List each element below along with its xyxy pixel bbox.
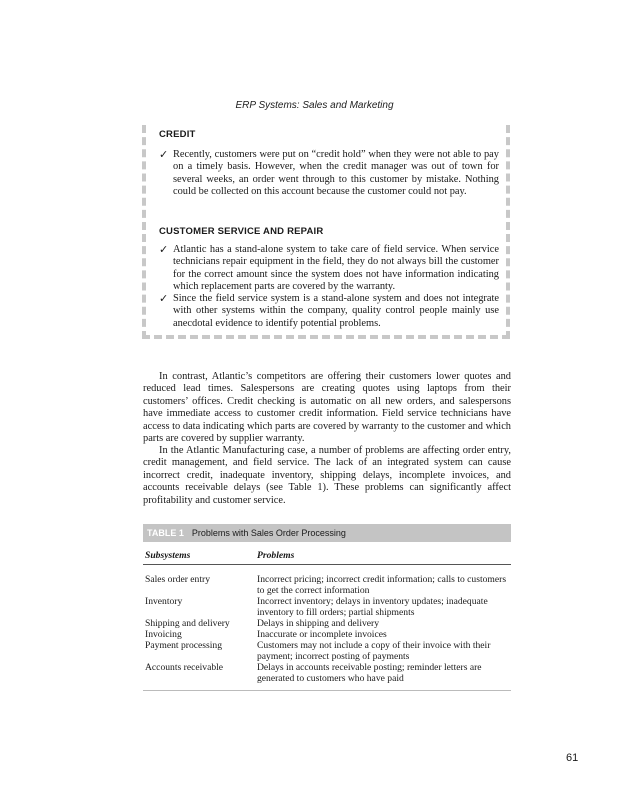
subsystem-cell: Shipping and delivery — [145, 618, 230, 629]
table-row — [143, 662, 511, 691]
subsystem-cell: Invoicing — [145, 629, 182, 640]
problem-cell: Delays in accounts receivable posting; reminder letters are generated to customers who have paid — [257, 662, 511, 691]
case-sidebar-box — [142, 125, 510, 339]
subsystem-cell: Sales order entry — [145, 574, 211, 585]
body-paragraph: In the Atlantic Manufacturing case, a number of problems are affecting order entry, credit management, and field service. The lack of an integrated system can cause incorrect credit, inadequate inventory, shipping delays, incomplete invoices, and accounts receivable delays (see Table 1). These problems can significantly affect profitability and customer service. — [143, 445, 511, 506]
bullet-text: Since the field service system is a stand-alone system and does not integrate with other systems within the company, quality control people mainly use anecdotal evidence to identify potential problems. — [173, 293, 499, 329]
problem-cell: Customers may not include a copy of their invoice with their payment; incorrect posting of payments — [257, 640, 491, 662]
checkmark-icon: ✓ — [159, 148, 169, 161]
table-row — [143, 565, 511, 597]
problem-cell: Incorrect inventory; delays in inventory updates; inadequate inventory to fill orders; partial shipments — [257, 596, 488, 618]
bullet-text: Atlantic has a stand-alone system to take care of field service. When service technicians repair equipment in the field, they do not always bill the customer for the correct amount since the system does not have information indicating which replacement parts are covered by the warranty. — [173, 244, 499, 293]
problems-table — [143, 546, 511, 691]
problem-cell: Inaccurate or incomplete invoices — [257, 629, 387, 640]
checkmark-icon: ✓ — [159, 243, 169, 256]
table-label: TABLE 1 — [147, 528, 184, 538]
checkmark-icon: ✓ — [159, 292, 169, 305]
customer-service-heading: CUSTOMER SERVICE AND REPAIR — [159, 226, 324, 237]
column-header-problems: Problems — [257, 546, 511, 565]
table-row — [143, 629, 511, 640]
subsystem-cell: Accounts receivable — [143, 662, 257, 691]
table-row — [143, 640, 511, 662]
table-title-bar — [143, 524, 511, 542]
subsystem-cell: Inventory — [145, 596, 183, 607]
customer-service-bullet — [159, 293, 499, 330]
column-header-subsystems: Subsystems — [143, 546, 257, 565]
running-head: ERP Systems: Sales and Marketing — [235, 100, 394, 111]
table-header-row — [143, 546, 511, 565]
table-caption: Problems with Sales Order Processing — [191, 528, 346, 538]
page-number: 61 — [566, 752, 579, 764]
body-paragraph: In contrast, Atlantic’s competitors are offering their customers lower quotes and reduced lead times. Salespersons are creating quotes using laptops from their customers’ offices. Credit checking is automatic on all new orders, and salespersons have immediate access to customer credit information. Field service technicians have access to data indicating which parts are covered by warranty to the customer and which parts are covered by supplier warranty. — [143, 371, 511, 445]
problem-cell: Delays in shipping and delivery — [257, 618, 380, 629]
subsystem-cell: Payment processing — [145, 640, 223, 651]
problem-cell: Incorrect pricing; incorrect credit information; calls to customers to get the correct information — [257, 574, 507, 596]
bullet-text: Recently, customers were put on “credit hold” when they were not able to pay on a timely basis. However, when the credit manager was out of town for several weeks, an order went through to this customer by mistake. Nothing could be collected on this account because the customer could not pay. — [173, 149, 499, 198]
customer-service-bullet — [159, 244, 499, 294]
credit-bullet — [159, 149, 499, 199]
table-row — [143, 596, 511, 618]
table-row — [143, 618, 511, 629]
credit-heading: CREDIT — [159, 129, 196, 140]
